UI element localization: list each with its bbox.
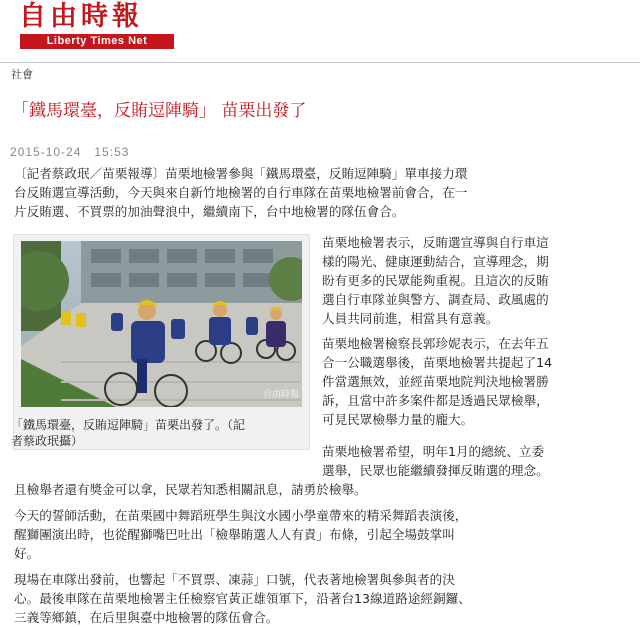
article-paragraph-1: 〔記者蔡政珉／苗栗報導〕苗栗地檢署參與「鐵馬環臺，反賄逗陣騎」單車接力環 台反賄選宣導活動，今天與來自新竹地檢署的自行車隊在苗栗地檢署前會合，在一 片反賄選、不買票的加油聲浪中，繼續南下，台中地檢署的隊伍會合。 <box>14 166 468 219</box>
figure-caption: 「鐵馬環臺，反賄逗陣騎」苗栗出發了。（記 者蔡政珉攝） <box>11 418 246 448</box>
article-paragraph-4: 苗栗地檢署希望，明年1月的總統、立委 選舉，民眾也能繼續發揮反賄選的理念。 且檢舉者還有獎金可以拿，民眾若知悉相關訊息，請勇於檢舉。 <box>14 444 549 497</box>
article-paragraph-5: 今天的誓師活動，在苗栗國中舞蹈班學生與汶水國小學童帶來的精采舞蹈表演後， 醒獅團演出時，也從醒獅嘴巴吐出「檢舉賄選人人有責」布條，引起全場鼓掌叫 好。 <box>14 508 468 561</box>
article-datetime: 2015-10-24 15:53 <box>10 145 130 159</box>
article-photo[interactable] <box>21 241 302 407</box>
article-paragraph-2: 苗栗地檢署表示，反賄選宣導與自行車這 樣的陽光、健康運動結合，宣導理念，期 盼有更多的民眾能夠重視。且這次的反賄 選自行車隊並與警方、調查局、政風處的 人員共同前進，相當具有意義。 <box>322 235 549 326</box>
section-label: 社會 <box>11 68 33 81</box>
article-headline: 「鐵馬環臺，反賄逗陣騎」 苗栗出發了 <box>12 101 307 121</box>
logo-english-wordmark: Liberty Times Net <box>20 34 174 49</box>
header-divider <box>0 62 640 63</box>
photo-watermark: 自由時報 <box>263 390 300 400</box>
site-logo[interactable] <box>19 2 176 51</box>
article-paragraph-3: 苗栗地檢署檢察長郭珍妮表示，在去年五 合一公職選舉後，苗栗地檢署共提起了14 件當選無效，並經苗栗地院判決地檢署勝 訴，且當中許多案件都是透過民眾檢舉， 可見民眾檢舉力量的龐大。 <box>322 336 553 427</box>
article-paragraph-6: 現場在車隊出發前，也響起「不買票、凍蒜」口號，代表著地檢署與參與者的決 心。最後車隊在苗栗地檢署主任檢察官黃正雄領軍下，沿著台13線道路途經銅鑼、 三義等鄉鎮，在后里與臺中地檢署的隊伍會合。 <box>14 572 471 625</box>
logo-chinese-wordmark: 自由時報 <box>19 1 143 32</box>
